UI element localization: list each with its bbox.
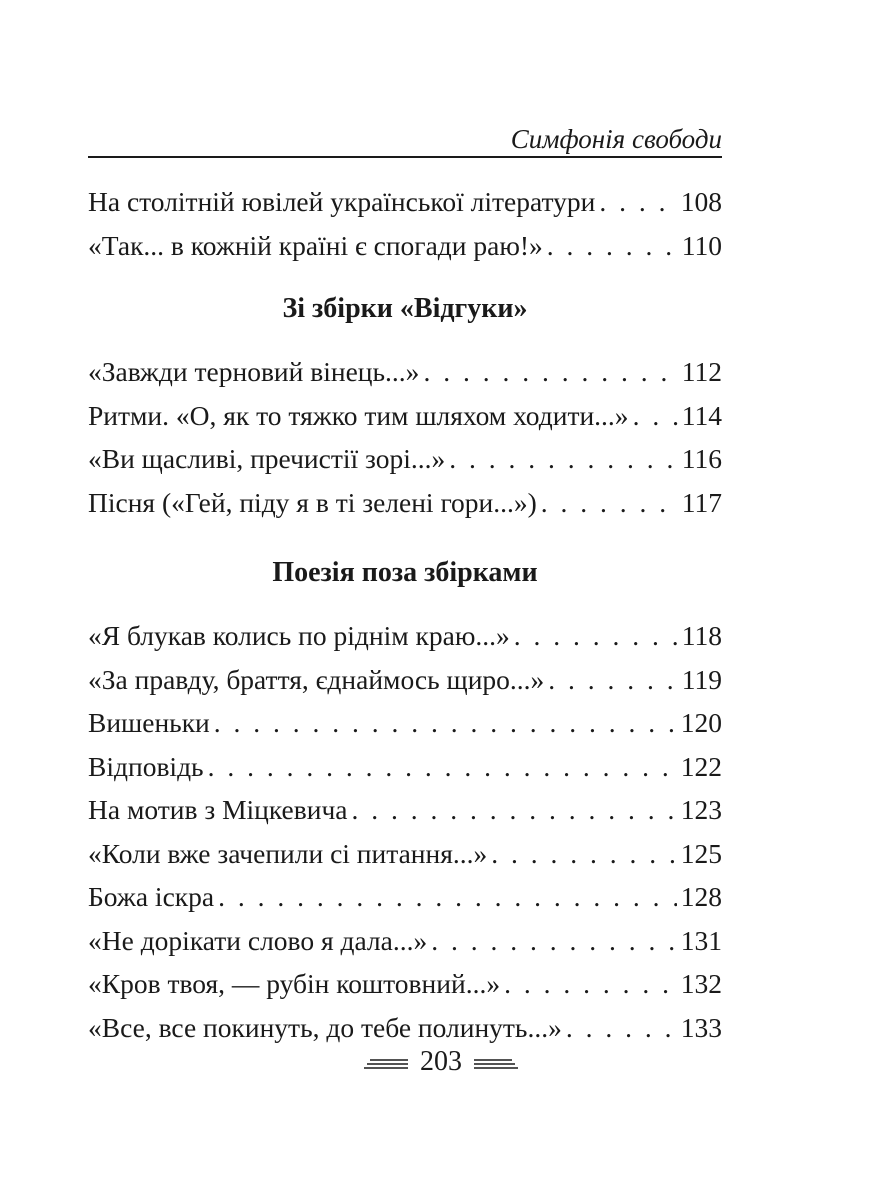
- toc-entry-page: 122: [680, 750, 722, 782]
- toc-entry[interactable]: [88, 180, 722, 224]
- toc-entry-page: 116: [681, 443, 722, 474]
- toc-entry[interactable]: [88, 1006, 722, 1050]
- toc-entry-title: Ритми. «О, як то тяжко тим шляхом ходити...»: [88, 399, 629, 431]
- toc-entry-page: 112: [681, 356, 722, 387]
- toc-entry-title: На столітній ювілей української літератури: [88, 186, 596, 217]
- toc-entry[interactable]: [88, 919, 722, 963]
- toc-entry[interactable]: [88, 745, 722, 789]
- header-rule: [88, 156, 722, 158]
- dot-leader: [491, 832, 676, 876]
- dot-leader: [218, 875, 677, 919]
- toc-entry-page: 132: [680, 968, 722, 999]
- toc-entry-title: «Так... в кожній країні є спогади раю!»: [88, 229, 543, 261]
- toc-entry[interactable]: [88, 350, 722, 394]
- toc-entry-title: Відповідь: [88, 750, 204, 782]
- toc-entry-page: 125: [680, 837, 722, 869]
- left-ornament-lines: [364, 1058, 408, 1070]
- dot-leader: [633, 394, 678, 438]
- page-footer: [0, 1046, 882, 1078]
- section-heading-poza-zbirkamy: Поезія поза збірками: [272, 557, 538, 588]
- toc-entry[interactable]: [88, 614, 722, 658]
- toc-entry-title: «Кров твоя, — рубін коштовний...»: [88, 968, 501, 999]
- toc-entry-title: «Все, все покинуть, до тебе полинуть...»: [88, 1011, 562, 1043]
- toc-entry-title: Божа іскра: [88, 881, 215, 912]
- dot-leader: [214, 701, 677, 745]
- toc-entry-page: 117: [681, 486, 722, 518]
- toc-entry-title: «Коли вже зачепили сі питання...»: [88, 837, 488, 869]
- dot-leader: [504, 962, 677, 1006]
- toc-entry[interactable]: [88, 788, 722, 832]
- running-head: Симфонія свободи: [510, 124, 722, 154]
- toc-entry[interactable]: [88, 394, 722, 438]
- toc-entry[interactable]: [88, 701, 722, 745]
- toc-entry-title: «Не дорікати слово я дала...»: [88, 924, 428, 956]
- dot-leader: [431, 919, 677, 963]
- table-of-contents: [88, 180, 722, 1049]
- dot-leader: [208, 745, 677, 789]
- dot-leader: [548, 658, 677, 702]
- toc-entry-page: 133: [680, 1011, 722, 1043]
- dot-leader: [514, 614, 678, 658]
- section-heading-vidhuky: Зі збірки «Відгуки»: [282, 293, 528, 324]
- toc-entry-page: 119: [681, 663, 722, 695]
- toc-entry-title: «Ви щасливі, пречистії зорі...»: [88, 443, 446, 474]
- toc-entry-title: «Я блукав колись по ріднім краю...»: [88, 620, 510, 651]
- toc-entry-page: 110: [681, 229, 722, 261]
- toc-entry-page: 114: [681, 399, 722, 431]
- toc-entry-page: 108: [680, 186, 722, 217]
- page-number: 203: [420, 1046, 462, 1077]
- dot-leader: [566, 1006, 677, 1050]
- toc-entry-title: Пісня («Гей, піду я в ті зелені гори...»): [88, 486, 537, 518]
- toc-entry-page: 120: [680, 707, 722, 738]
- toc-entry[interactable]: [88, 962, 722, 1006]
- toc-entry[interactable]: [88, 481, 722, 525]
- dot-leader: [352, 788, 677, 832]
- toc-entry-page: 118: [681, 620, 722, 651]
- dot-leader: [449, 437, 678, 481]
- toc-entry-title: На мотив з Міцкевича: [88, 794, 348, 825]
- toc-entry[interactable]: [88, 224, 722, 268]
- toc-entry-title: «Завжди терновий вінець...»: [88, 356, 420, 387]
- dot-leader: [423, 350, 677, 394]
- toc-entry-page: 131: [680, 924, 722, 956]
- toc-entry[interactable]: [88, 875, 722, 919]
- toc-entry[interactable]: [88, 658, 722, 702]
- toc-entry[interactable]: [88, 437, 722, 481]
- toc-entry[interactable]: [88, 832, 722, 876]
- dot-leader: [547, 224, 678, 268]
- toc-entry-page: 128: [680, 881, 722, 912]
- dot-leader: [541, 481, 678, 525]
- dot-leader: [599, 180, 676, 224]
- toc-entry-title: Вишеньки: [88, 707, 210, 738]
- toc-entry-page: 123: [680, 794, 722, 825]
- toc-entry-title: «За правду, браття, єднаймось щиро...»: [88, 663, 545, 695]
- right-ornament-lines: [474, 1058, 518, 1070]
